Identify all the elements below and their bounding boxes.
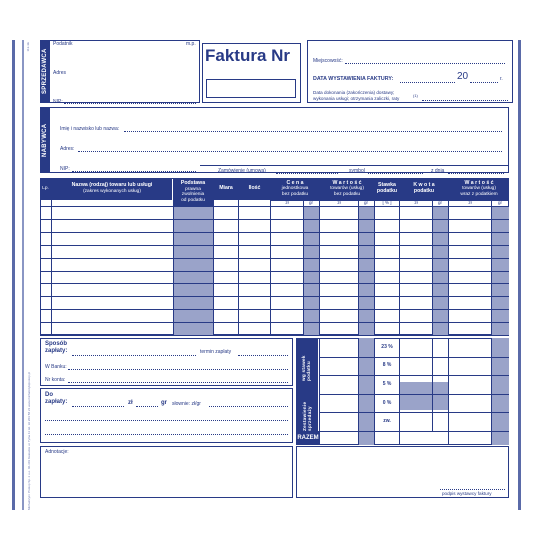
due-date-label: termin zapłaty (200, 349, 232, 355)
header-lp (40, 178, 51, 200)
amount-gr-line[interactable] (136, 406, 158, 407)
header-rate-1: Stawka (378, 182, 396, 189)
summary-net-gr-shade (358, 338, 374, 445)
summary-row-line (319, 431, 509, 432)
header-net-1: W a r t o ś ć (332, 179, 362, 186)
header-legal-basis-2: prawna (185, 186, 201, 192)
header-divider (270, 200, 509, 201)
table-row (40, 296, 509, 297)
table-row (40, 283, 509, 284)
account-label: Nr konta: (45, 377, 66, 383)
header-gross-value (449, 178, 509, 200)
header-legal-basis-4: od podatku (181, 197, 205, 203)
amount-words-line-3[interactable] (45, 434, 288, 435)
header-unit-price-2: jednostkowa (281, 186, 309, 192)
summary-rate: 5 % (382, 381, 392, 387)
unit-price-zl: zł (285, 200, 289, 205)
summary-gross-gr-shade (491, 338, 509, 445)
header-gross-2: towarów (usług) (462, 186, 496, 192)
account-line[interactable] (68, 382, 288, 383)
payment-method-line[interactable] (72, 355, 196, 356)
header-qty (239, 178, 270, 200)
header-name-subtext: (zakres wykonanych usług) (83, 189, 141, 195)
table-row (40, 258, 509, 259)
summary-rate: 23 % (381, 343, 393, 350)
delivery-date-label-1: Data dokonania (zakończenia) dostawy; (313, 90, 395, 95)
col-divider (432, 200, 433, 335)
summary-divider (358, 338, 359, 445)
annotation-label: Adnotacje: (45, 449, 69, 455)
issue-century: 20 (457, 71, 469, 82)
header-tax-amount (400, 178, 448, 200)
summary-divider (448, 338, 449, 445)
header-gross-1: W a r t o ś ć (464, 179, 494, 186)
header-gross-3: wraz z podatkiem (460, 191, 498, 197)
header-unit-price-3: bez podatku (281, 191, 309, 197)
summary-divider (491, 338, 492, 445)
issue-year-line[interactable] (470, 82, 498, 83)
col-divider (491, 200, 492, 335)
summary-row-line (319, 394, 509, 395)
amount-words-line-2[interactable] (45, 420, 288, 421)
amount-words-label: słownie: zł/gr (172, 401, 201, 407)
symbol-label: symbol (349, 168, 365, 174)
issue-year-suffix: r. (500, 76, 503, 82)
table-row (40, 245, 509, 246)
symbol-line[interactable] (368, 173, 423, 174)
seller-tab: SPRZEDAWCA (40, 40, 50, 103)
buyer-name-line[interactable] (124, 131, 502, 132)
header-tax-1: K w o t a (413, 182, 435, 189)
table-row (40, 271, 509, 272)
delivery-date-label-2: wykonania usługi; otrzymania zaliczki, raty (313, 96, 400, 101)
unit-price-gr: gr (308, 200, 313, 205)
payment-box (40, 338, 293, 386)
seller-stamp-label: m.p. (186, 41, 196, 47)
table-row (40, 206, 509, 207)
tax-gr: gr (437, 200, 442, 205)
invoice-number-field[interactable] (206, 79, 296, 98)
header-unit-price (271, 178, 319, 200)
summary-rate: zw. (383, 418, 391, 425)
order-date-line[interactable] (448, 173, 504, 174)
col-divider (319, 178, 320, 335)
table-row (40, 232, 509, 233)
col-divider (238, 178, 239, 335)
order-line[interactable] (276, 173, 338, 174)
summary-divider (374, 338, 375, 445)
table-row (40, 335, 509, 336)
header-qty-text: Ilość (248, 185, 261, 192)
amount-due-label-1: Do (45, 392, 53, 398)
header-net-2: towarów (usług) (330, 186, 364, 192)
summary-row-line (319, 375, 509, 376)
header-tax-2: podatku (413, 188, 435, 194)
col-divider (358, 200, 359, 335)
amount-zl-label: zł (128, 400, 133, 406)
col-divider (448, 178, 449, 335)
summary-rate: 8 % (382, 362, 392, 369)
issue-date-line[interactable] (400, 82, 455, 83)
header-unit-price-1: C e n a (286, 179, 304, 186)
buyer-order-underline (200, 165, 509, 166)
col-divider (303, 200, 304, 335)
summary-divider (432, 338, 433, 431)
order-label: Zamówienie (umowa) (218, 168, 266, 174)
bank-label: W Banku: (45, 364, 67, 370)
amount-gr-label: gr (161, 400, 167, 406)
summary-divider (399, 338, 400, 445)
payment-method-label-2: zapłaty: (45, 348, 68, 354)
summary-row-line (319, 357, 509, 358)
delivery-date-note: (1) (413, 93, 418, 98)
right-edge-strip (518, 40, 521, 510)
due-date-line[interactable] (238, 355, 288, 356)
signature-line (440, 489, 505, 490)
form-code: 113-3E (26, 42, 30, 52)
total-label: RAZEM (296, 431, 320, 445)
summary-tab (296, 338, 318, 431)
bank-line[interactable] (68, 369, 288, 370)
table-row (40, 219, 509, 220)
col-divider (51, 178, 52, 335)
order-date-label: z dnia (431, 168, 445, 174)
seller-nip-label: NIP: (53, 99, 63, 105)
amount-due-label-2: zapłaty: (45, 399, 68, 405)
header-rate-2: podatku (376, 188, 398, 194)
header-name-text: Nazwa (rodzaj) towaru lub usługi (71, 182, 153, 189)
payment-method-label-1: Sposób (45, 341, 67, 347)
summary-rate: 0 % (382, 399, 392, 406)
seller-taxpayer-label: Podatnik (53, 41, 73, 47)
delivery-date-line[interactable] (422, 100, 508, 101)
header-legal-basis-3: zwolnienia (181, 192, 205, 198)
header-net-value (320, 178, 374, 200)
summary-tab-text-2: wg stawek podatku (301, 354, 311, 381)
header-unit (214, 178, 238, 200)
seller-nip-line[interactable] (64, 103, 196, 104)
buyer-box (40, 107, 509, 173)
rate-percent: [ % ] (382, 200, 392, 205)
signature-label: podpis wystawcy faktury (442, 491, 492, 496)
buyer-address-label: Adres: (60, 146, 75, 152)
place-label: Miejscowość: (313, 58, 343, 64)
amount-zl-line[interactable] (72, 406, 124, 407)
header-net-3: bez podatku (333, 191, 361, 197)
issue-date-label: DATA WYSTAWIENIA FAKTURY: (313, 76, 394, 82)
col-divider (270, 178, 271, 335)
publisher-note: Michalczyk i Prokop Sp. z o.o. 40-301 Katowice ul. Tylna 11 tel. 32 203 58 21 www.michalczykiprokop.pl (27, 372, 31, 510)
table-row (40, 322, 509, 323)
summary-divider (319, 338, 320, 445)
header-unit-text: Miara (219, 185, 233, 192)
net-gr: gr (363, 200, 368, 205)
col-divider (374, 178, 375, 335)
tax-zl: zł (414, 200, 418, 205)
buyer-nip-label: NIP: (60, 166, 70, 172)
buyer-address-line[interactable] (78, 151, 502, 152)
summary-tax-zero-shade (400, 382, 448, 410)
summary-tab-text-1: Zestawienie sprzedaży (302, 401, 312, 431)
invoice-title: Faktura Nr (205, 46, 291, 65)
header-name (52, 178, 172, 200)
col-divider (213, 178, 214, 335)
place-line[interactable] (345, 63, 505, 64)
seller-address-label: Adres (53, 70, 67, 76)
net-zl: zł (337, 200, 341, 205)
buyer-nip-line[interactable] (72, 171, 196, 172)
amount-words-line[interactable] (209, 406, 288, 407)
binding-strip-inner (22, 40, 24, 510)
col-divider (173, 178, 174, 335)
header-lp-text: Lp. (42, 186, 49, 192)
header-legal-basis (173, 178, 213, 206)
gross-gr: gr (497, 200, 502, 205)
buyer-name-label: Imię i nazwisko lub nazwa: (60, 126, 120, 132)
col-divider (399, 178, 400, 335)
buyer-tab: NABYWCA (40, 107, 50, 173)
header-tax-rate (375, 178, 399, 200)
summary-row-line (319, 412, 509, 413)
table-row (40, 309, 509, 310)
gross-zl: zł (468, 200, 472, 205)
binding-strip (12, 40, 15, 510)
annotation-box[interactable] (40, 446, 293, 498)
header-legal-basis-1: Podstawa (180, 179, 206, 186)
